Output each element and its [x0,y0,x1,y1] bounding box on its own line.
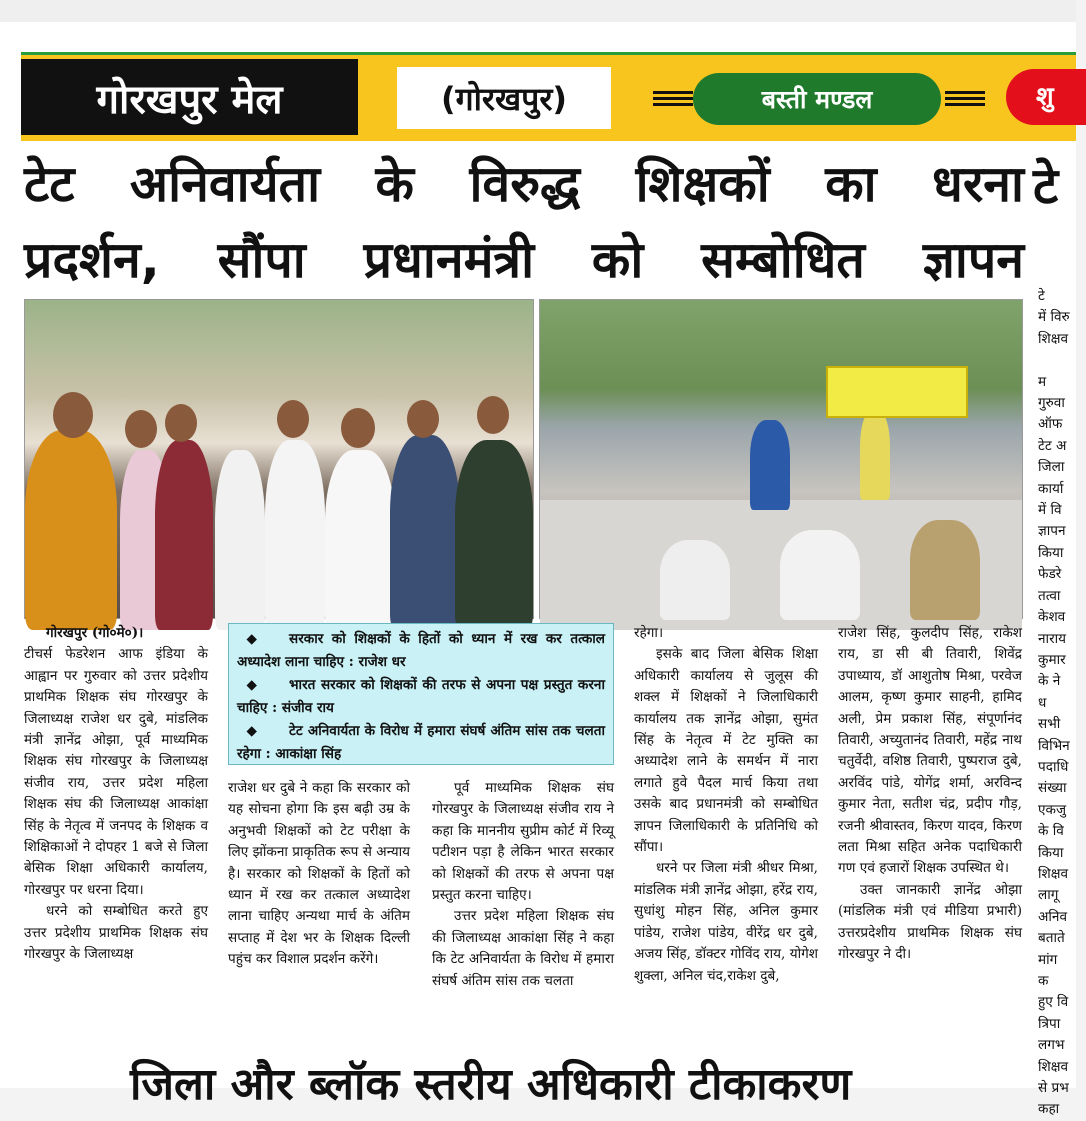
strip-line: ऑफ [1038,416,1063,433]
column-1-paragraph-1: टीचर्स फेडरेशन आफ इंडिया के आह्वान पर गुरुवार को उत्तर प्रदेशीय प्राथमिक शिक्षक संघ गोरखपुर के जिलाध्यक्ष राजेश धर दुबे, मांडलिक मंत्री ज्ञानेंद्र ओझा, पूर्व माध्यमिक शिक्षक संघ गोरखपुर के जिलाध्यक्ष संजीव राय, उत्तर प्रदेश महिला शिक्षक संघ की जिलाध्यक्ष आकांक्षा सिंह के नेतृत्व में जनपद के शिक्षक व शिक्षिकाओं ने दोपहर 1 बजे से जिला बेसिक शिक्षा अधिकारी कार्यालय, गोरखपुर पर धरना दिया। [24,646,208,898]
strip-line: जिला [1038,459,1065,476]
adjacent-article-strip [1038,286,1076,1118]
dateline: गोरखपुर (गो०मे०)। [46,625,144,641]
column-2-paragraph-1: राजेश धर दुबे ने कहा कि सरकार को यह सोचना होगा कि इस बढ़ी उम्र के अनुभवी शिक्षकों को टेट परीक्षा के लिए झोंकना प्राकृतिक रूप से अन्याय है। सरकार को शिक्षकों के हितों को ध्यान में रख कर तत्काल अध्यादेश लाना चाहिए अन्यथा मार्च के अंतिम सप्ताह में देश भर के शिक्षक दिल्ली पहुंच कर विशाल प्रदर्शन करेंगे। [228,780,410,968]
strip-line: से प्रभ [1038,1080,1069,1097]
strip-line: कार्या [1038,480,1064,497]
protest-group-photo [24,299,534,619]
strip-line: हुए वि [1038,994,1069,1011]
strip-line: तत्वा [1038,587,1061,604]
article-column-2 [228,778,410,971]
strip-line: एकजु [1038,801,1067,818]
strip-line: त्रिपा [1038,1015,1061,1032]
strip-line: कुमार [1038,651,1066,668]
strip-line: ध [1038,694,1047,711]
column-4-paragraph-3: धरने पर जिला मंत्री श्रीधर मिश्रा, मांडलिक मंत्री ज्ञानेंद्र ओझा, हरेंद्र राय, सुधांशु मोहन सिंह, अनिल कुमार पांडेय, राजेश पांडेय, वीरेंद्र धर दुबे, अजय सिंह, डॉक्टर गोविंद राय, योगेश शुक्ला, अनिल चंद,राकेश दुबे, [634,860,818,984]
masthead-title: गोरखपुर मेल [21,59,358,135]
strip-line: मांग [1038,951,1058,968]
masthead-city: (गोरखपुर) [397,67,611,129]
strip-line: में वि [1038,502,1062,519]
next-article-headline: जिला और ब्लॉक स्तरीय अधिकारी टीकाकरण [130,1059,852,1110]
strip-line: म [1038,373,1047,390]
quote-2: भारत सरकार को शिक्षकों की तरफ से अपना पक्ष प्रस्तुत करना चाहिए : संजीव राय [237,677,605,716]
adjacent-headline-fragment: टे [1033,157,1059,215]
strip-line: गुरुवा [1038,395,1065,412]
masthead-region-badge: बस्ती मण्डल [693,73,941,125]
column-5-paragraph-2: उक्त जानकारी ज्ञानेंद्र ओझा (मांडलिक मंत्री एवं मीडिया प्रभारी) उत्तरप्रदेशीय प्राथमिक शिक्षक संघ गोरखपुर ने दी। [838,881,1022,963]
strip-line: किया [1038,544,1064,561]
strip-line [1038,350,1076,371]
quote-1: सरकार को शिक्षकों के हितों को ध्यान में रख कर तत्काल अध्यादेश लाना चाहिए : राजेश धर [237,631,605,670]
masthead [21,52,1076,141]
strip-line: लगभ [1038,1037,1065,1054]
strip-line: विभिन [1038,737,1070,754]
quote-highlight-box: ◆ सरकार को शिक्षकों के हितों को ध्यान में रख कर तत्काल अध्यादेश लाना चाहिए : राजेश धर ◆ भारत सरकार को शिक्षकों की तरफ से अपना पक्ष प्रस्तुत करना चाहिए : संजीव राय ◆ टेट अनिवार्यता के विरोध में हमारा संघर्ष अंतिम सांस तक चलता रहेगा : आकांक्षा सिंह [228,623,614,765]
main-headline [24,146,1024,298]
decorative-bars-left [653,91,693,107]
article-column-3 [432,778,614,992]
strip-line: टे [1038,288,1045,304]
strip-line: शिक्षव [1038,330,1069,347]
strip-line: में विरु [1038,309,1070,326]
article-column-5 [838,623,1022,966]
column-3-paragraph-1: पूर्व माध्यमिक शिक्षक संघ गोरखपुर के जिलाध्यक्ष संजीव राय ने कहा कि माननीय सुप्रीम कोर्ट में रिव्यू पटीशन पड़ा है लेकिन भारत सरकार को शिक्षकों की तरफ से अपना पक्ष प्रस्तुत करना चाहिए। [432,780,614,904]
headline-line-2: प्रदर्शन, सौंपा प्रधानमंत्री को सम्बोधित ज्ञापन [24,231,1024,289]
quote-3: टेट अनिवार्यता के विरोध में हमारा संघर्ष अंतिम सांस तक चलता रहेगा : आकांक्षा सिंह [237,723,605,762]
strip-line: सभी [1038,716,1061,733]
strip-line: किया [1038,844,1064,861]
article-column-4 [634,623,818,987]
decorative-bars-right [945,91,985,107]
column-1-paragraph-2: धरने को सम्बोधित करते हुए उत्तर प्रदेशीय प्राथमिक शिक्षक संघ गोरखपुर के जिलाध्यक्ष [24,903,208,963]
strip-line: शिक्षव [1038,865,1069,882]
strip-line: क [1038,973,1049,989]
column-3-paragraph-2: उत्तर प्रदेश महिला शिक्षक संघ की जिलाध्यक्ष आकांक्षा सिंह ने कहा कि टेट अनिवार्यता के विरोध में हमारा संघर्ष अंतिम सांस तक चलता [432,908,614,989]
strip-line: अनिव [1038,908,1068,925]
strip-line: ज्ञापन [1038,523,1066,540]
strip-line: संख्या [1038,780,1067,797]
top-margin [0,0,1076,22]
strip-line: फेडरे [1038,566,1062,583]
strip-line: के वि [1038,823,1064,840]
strip-line: केशव [1038,609,1066,626]
article-column-1 [24,623,208,966]
masthead-red-badge: शु [1006,69,1086,125]
strip-line: टेट अ [1038,437,1067,454]
column-5-paragraph-1: राजेश सिंह, कुलदीप सिंह, राकेश राय, डा सी बी तिवारी, शिवेंद्र उपाध्याय, डॉ आशुतोष मिश्रा, परवेज आलम, कृष्ण कुमार साहनी, हामिद अली, प्रेम प्रकाश सिंह, संपूर्णानंद तिवारी, अच्युतानंद तिवारी, महेंद्र नाथ चतुर्वेदी, वशिष्ठ तिवारी, पुष्पराज दुबे, अरविंद पांडे, योगेंद्र शर्मा, अरविन्द कुमार नेता, सतीश चंद्र, प्रदीप गौड़, रजनी श्रीवास्तव, किरण यादव, किरण लता मिश्रा सहित अनेक पदाधिकारी गण एवं हजारों शिक्षक उपस्थित थे। [838,625,1022,877]
column-4-paragraph-2: इसके बाद जिला बेसिक शिक्षा अधिकारी कार्यालय से जुलूस की शक्ल में शिक्षकों ने जिलाधिकारी कार्यालय तक ज्ञानेंद्र ओझा, सुमंत सिंह के नेतृत्व में टेट मुक्ति का अध्यादेश लाने के समर्थन में नारा लगाते हुवे पैदल मार्च किया तथा उसके बाद प्रधानमंत्री को सम्बोधित ज्ञापन जिलाधिकारी के प्रतिनिधि को सौंपा। [634,646,818,856]
headline-line-1: टेट अनिवार्यता के विरुद्ध शिक्षकों का धरना [24,155,1024,213]
strip-line: के ने [1038,673,1061,690]
strip-line: पदाधि [1038,758,1069,775]
strip-line: लागू [1038,887,1059,904]
sit-in-crowd-photo [539,299,1023,619]
strip-line: कहा [1038,1101,1060,1118]
strip-line: बताते [1038,930,1065,947]
strip-line: नाराय [1038,630,1067,647]
strip-line: शिक्षव [1038,1058,1069,1075]
protest-banner [826,366,968,418]
column-4-paragraph-1: रहेगा। [634,625,664,641]
